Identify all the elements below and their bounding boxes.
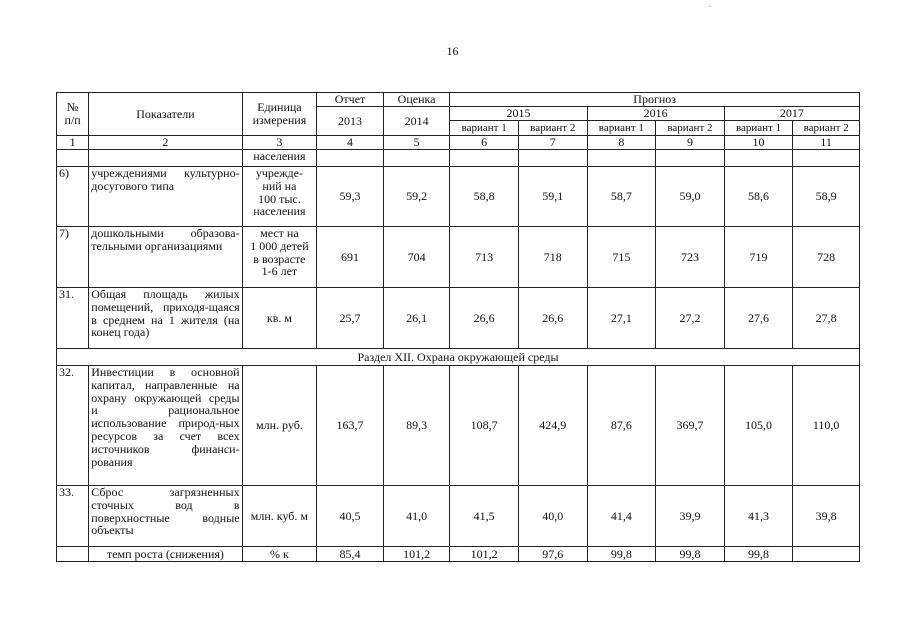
row-unit: населения (242, 150, 317, 167)
row-value: 99,8 (656, 547, 725, 562)
column-number: 5 (383, 136, 450, 150)
header-variant: вариант 2 (793, 121, 860, 136)
row-num: 7) (57, 227, 89, 288)
column-number: 1 (57, 136, 89, 150)
row-indicator: Инвестиции в основной капитал, направленные на охрану окружающей среды и рациональное использование природ-ных ресурсов за счет всех источников финанси-рования (89, 366, 242, 486)
row-value: 110,0 (793, 366, 860, 486)
row-value (656, 150, 725, 167)
row-indicator: Сброс загрязненных сточных вод в поверхностные водные объекты (89, 486, 242, 547)
row-value: 723 (656, 227, 725, 288)
row-value: 89,3 (383, 366, 450, 486)
column-number: 8 (587, 136, 656, 150)
column-number: 6 (450, 136, 519, 150)
table-row (57, 486, 860, 547)
row-value: 39,9 (656, 486, 725, 547)
row-value: 101,2 (450, 547, 519, 562)
row-value: 59,3 (317, 167, 384, 227)
row-value: 58,9 (793, 167, 860, 227)
row-num: 6) (57, 167, 89, 227)
column-number: 3 (242, 136, 317, 150)
row-indicator: учреждениями культурно-досугового типа (89, 167, 242, 227)
column-number-row (57, 136, 860, 150)
row-value: 99,8 (587, 547, 656, 562)
column-number: 10 (724, 136, 793, 150)
table-row (57, 150, 860, 167)
row-value: 105,0 (724, 366, 793, 486)
row-value: 27,6 (724, 288, 793, 349)
column-number: 7 (518, 136, 587, 150)
header-variant: вариант 1 (450, 121, 519, 136)
header-variant: вариант 2 (518, 121, 587, 136)
row-value: 59,2 (383, 167, 450, 227)
row-indicator: темп роста (снижения) (89, 547, 242, 562)
row-unit: учрежде- ний на 100 тыс. населения (242, 167, 317, 227)
row-value: 41,4 (587, 486, 656, 547)
row-value: 40,0 (518, 486, 587, 547)
row-value: 26,6 (518, 288, 587, 349)
row-value: 26,6 (450, 288, 519, 349)
row-unit: кв. м (242, 288, 317, 349)
row-indicator: дошкольными образова-тельными организациями (89, 227, 242, 288)
row-value: 58,7 (587, 167, 656, 227)
row-value: 163,7 (317, 366, 384, 486)
row-value: 59,0 (656, 167, 725, 227)
row-value (724, 150, 793, 167)
row-value: 718 (518, 227, 587, 288)
row-value: 40,5 (317, 486, 384, 547)
table-row (57, 288, 860, 349)
row-unit: % к (242, 547, 317, 562)
section-row (57, 349, 860, 366)
row-value: 713 (450, 227, 519, 288)
column-number: 11 (793, 136, 860, 150)
row-value: 85,4 (317, 547, 384, 562)
row-num: 33. (57, 486, 89, 547)
row-value: 99,8 (724, 547, 793, 562)
page-number: 16 (446, 44, 459, 58)
header-indicator: Показатели (89, 93, 242, 136)
row-value (587, 150, 656, 167)
column-number: 2 (89, 136, 242, 150)
table-row (57, 366, 860, 486)
row-value (793, 547, 860, 562)
row-value: 27,8 (793, 288, 860, 349)
header-unit: Единица измерения (242, 93, 317, 136)
table-row (57, 547, 860, 562)
row-value: 97,6 (518, 547, 587, 562)
header-variant: вариант 2 (656, 121, 725, 136)
row-value: 691 (317, 227, 384, 288)
header-year-2015: 2015 (450, 107, 587, 121)
header-year-2017: 2017 (724, 107, 859, 121)
row-indicator: Общая площадь жилых помещений, приходя-щаяся в среднем на 1 жителя (на конец года) (89, 288, 242, 349)
row-value (793, 150, 860, 167)
header-forecast: Прогноз (450, 93, 860, 107)
corner-mark: · (708, 2, 712, 13)
row-value: 27,1 (587, 288, 656, 349)
row-value: 719 (724, 227, 793, 288)
row-value: 27,2 (656, 288, 725, 349)
row-num: 32. (57, 366, 89, 486)
row-value: 715 (587, 227, 656, 288)
row-unit: млн. руб. (242, 366, 317, 486)
header-report: Отчет (317, 93, 384, 107)
header-report-year: 2013 (317, 107, 384, 136)
row-value (518, 150, 587, 167)
row-value: 369,7 (656, 366, 725, 486)
row-value: 39,8 (793, 486, 860, 547)
row-value: 26,1 (383, 288, 450, 349)
row-unit: мест на 1 000 детей в возрасте 1-6 лет (242, 227, 317, 288)
row-value: 58,8 (450, 167, 519, 227)
header-estimate: Оценка (383, 93, 450, 107)
row-value: 424,9 (518, 366, 587, 486)
column-number: 4 (317, 136, 384, 150)
row-indicator (89, 150, 242, 167)
row-value: 101,2 (383, 547, 450, 562)
row-value: 87,6 (587, 366, 656, 486)
row-value: 25,7 (317, 288, 384, 349)
header-row-1 (57, 93, 860, 107)
row-value: 41,3 (724, 486, 793, 547)
header-num: № п/п (57, 93, 89, 136)
header-estimate-year: 2014 (383, 107, 450, 136)
row-num (57, 547, 89, 562)
row-value (317, 150, 384, 167)
header-year-2016: 2016 (587, 107, 724, 121)
row-value (383, 150, 450, 167)
row-unit: млн. куб. м (242, 486, 317, 547)
column-number: 9 (656, 136, 725, 150)
row-value: 728 (793, 227, 860, 288)
row-value: 108,7 (450, 366, 519, 486)
data-table (56, 92, 860, 562)
header-variant: вариант 1 (724, 121, 793, 136)
table-row (57, 227, 860, 288)
row-value (450, 150, 519, 167)
header-variant: вариант 1 (587, 121, 656, 136)
row-value: 41,0 (383, 486, 450, 547)
row-value: 59,1 (518, 167, 587, 227)
row-num: 31. (57, 288, 89, 349)
row-value: 41,5 (450, 486, 519, 547)
section-title: Раздел XII. Охрана окружающей среды (57, 349, 860, 366)
row-num (57, 150, 89, 167)
table-row (57, 167, 860, 227)
row-value: 58,6 (724, 167, 793, 227)
row-value: 704 (383, 227, 450, 288)
